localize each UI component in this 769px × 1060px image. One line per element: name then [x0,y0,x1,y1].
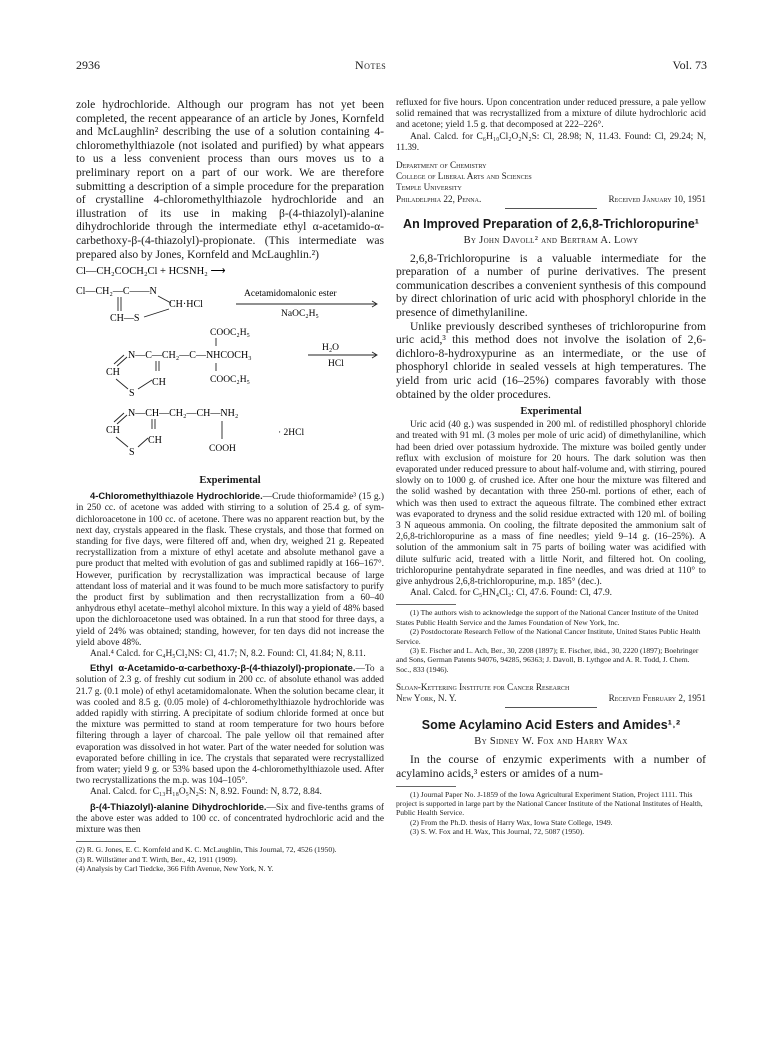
scheme-r2-bottom: CH—S [110,313,140,325]
article-authors-3: By Sidney W. Fox and Harry Wax [474,736,628,748]
procedure-3 [76,801,384,837]
footnote-rule [76,841,136,842]
footnote-rule [396,786,456,787]
footnote: (2) Postdoctorate Research Fellow of the National Cancer Institute, United States Public Health Service. [396,627,701,646]
scheme-r3-main: N—C—CH₂—C—NHCOCH₃ [128,350,252,362]
received-date: Received January 10, 1951 [608,193,706,204]
footnote: (3) R. Willstätter and T. Wirth, Ber., 42, 1911 (1909). [76,854,238,864]
procedure-1-text: —Crude thioformamide³ (15 g.) in 250 cc. of acetone was added with stirring to a solution of 25.4 g. of sym-dichloroacetone in 100 cc. of acetone. There was no apparent reaction but, by the next day, crystals appeared in the flask. These crystals, and those that formed on standing for five days, were filtered off and, when dry, weighed 21 g. Repeated recrystallization from a mixture of ethyl acetate and absolute methanol gave a pure product that melted with evolution of gas and sublimed rapidly at 166–167°. However, purification by recrystallization was impractical because of large attendant loss of material and it was found to be much more satisfactory to purify the product first by sublimation and then recrystallization from a 60–40 anhydrous ethyl acetate–methyl alcohol mixture. In this way a yield of 48% based upon the dichloroacetone used was obtained. In a run that stood for three days, a yield of 24% was obtained; standing, however, for ten days did not increase the yield above 48%. [76,492,384,648]
affiliation-line: Department of Chemistry [396,160,487,171]
reagent-1-top: Acetamidomalonic ester [244,289,337,300]
procedure-1-title: 4-Chloromethylthiazole Hydrochloride. [90,490,263,502]
article-2-experimental: Uric acid (40 g.) was suspended in 200 ml. of redistilled phosphoryl chloride and treated with 91 ml. (3 moles per mole of uric acid) of dimethylaniline, which had been dried over potassium hydroxide. The mixture was boiled gently under reflux with exclusion of moisture for 20 hours. The dark solution was then evaporated under reduced pressure to about half-volume and, with stirring, poured slowly on to 1000 g. of crushed ice. After one hour the mixture was filtered and the solid washed by decantation with three 250-ml. portions of ether, each of which was then used to extract the aqueous filtrate. The combined ether extract was evaporated to dryness and the solid residue extracted with 120 ml. of boiling 3 N aqueous ammonia. On cooling, the filtrate deposited the ammonium salt of 2,6,8-trichloropurine as a mass of fine needles; yield 9–14 g. (16–25%). A solution of the ammonium salt in 75 parts of boiling water was acidified with dilute sulfuric acid, treated with a little Norit, and filtered hot. On cooling, trichloropurine pentahydrate separated in fine needles, and was dried at 110° to give anhydrous 2,6,8-trichloropurine, m.p. 185° (dec.). [396,420,706,587]
affiliation-2 [396,682,706,703]
article-3-intro: In the course of enzymic experiments with a number of acylamino acids,³ esters or amides of a num- [396,753,706,781]
reaction-scheme [76,263,384,473]
scheme-r3-top: COOC₂H₅ [210,328,250,339]
scheme-line1: Cl—CH₂COCH₂Cl + HCSNH₂ ⟶ [76,266,226,278]
article-2-intro: 2,6,8-Trichloropurine is a valuable intermediate for the preparation of a number of purine derivatives. The present communication describes a convenient synthesis of this compound by direct chlorination of uric acid with phosphoryl chloride in the presence of dimethylaniline. [396,251,706,319]
footnote: (2) From the Ph.D. thesis of Harry Wax, Iowa State College, 1949. [410,817,613,827]
footnote-rule [396,604,456,605]
scheme-r2-left: Cl—CH₂—C——N [76,286,157,298]
scheme-r2-mid: CH·HCl [169,299,203,311]
section-divider [505,208,597,209]
procedure-2-text: —To a solution of 2.3 g. of freshly cut sodium in 200 cc. of absolute ethanol was added 21.7 g. (0.1 mole) of ethyl acetamidomalonate. When the solution became clear, it was cooled and 8.5 g. (0.05 mole) of 4-chloromethylthiazole hydrochloride was added rapidly with stirring. A precipitate of sodium chloride formed at once but the mixture was permitted to stand at room temperature for two hours before filtering through a layer of charcoal. The pale yellow oil that remained after evaporation was dissolved in hot water. Part of the water needed for solution was evaporated before chilling in ice. The crystals that separated were recrystallized from water; yield 9 g. or 53% based upon the 4-chloromethylthiazole used. After two recrystallizations the m.p. was 104–105°. [76,664,384,787]
analysis-2: Anal. Calcd. for C₁₃H₁₈O₅N₂S: N, 8.92. Found: N, 8.72, 8.84. [90,787,322,798]
footnote: (1) The authors wish to acknowledge the support of the National Cancer Institute of the United States Public Health Service and the James Foundation of New York, Inc. [396,608,699,627]
article-2-intro-b: Unlike previously described syntheses of trichloropurine from uric acid,³ this method does not involve the isolation of 2,6-dichloro-8-hydroxypurine as an intermediate, or the use of phosphoryl chloride in sealed vessels at high temperatures. The yield from uric acid (16–25%) compares favorably with those obtained by the older procedures. [396,319,706,401]
scheme-r4-s: S [129,447,135,459]
scheme-r3-bottom: COOC₂H₅ [210,375,250,386]
scheme-r4-cooh: COOH [209,444,236,455]
affiliation-line: Temple University [396,182,462,193]
scheme-r4-main: N—CH—CH₂—CH—NH₂ [128,408,239,420]
intro-paragraph: zole hydrochloride. Although our program has not yet been completed, the recent appearance of an article by Jones, Kornfeld and McLaughlin² describing the use of a solution containing 4-chloromethylthiazole (not isolated and purified) by what appears to us a less convenient process than ours moves us to a preliminary report on a part of our work. We are therefore submitting a description of a simple procedure for the preparation of crystalline 4-chloromethylthiazole hydrochloride and an illustration of its use in making β-(4-thiazolyl)-alanine dihydrochloride through the intermediate ethyl α-acetamido-α-carbethoxy-β-(4-thiazolyl)-propionate. (This intermediate was prepared also by Jones, Kornfeld and McLaughlin.²) [76,98,384,261]
article-title-3: Some Acylamino Acid Esters and Amides¹˒² [421,718,681,733]
reagent-2-bottom: HCl [328,359,344,370]
procedure-2-title: Ethyl α-Acetamido-α-carbethoxy-β-(4-thiazolyl)-propionate. [90,662,356,674]
affiliation-city: Philadelphia 22, Penna. [396,193,482,204]
footnote: (1) Journal Paper No. J-1859 of the Iowa Agricultural Experiment Station, Project 1111. This project is supported in large part by the National Cancer Institute of the National Institutes of Health, Public Health Service. [396,789,703,818]
scheme-r3-s: S [129,388,135,400]
reagent-1-bottom: NaOC₂H₅ [281,309,319,320]
article-2-analysis: Anal. Calcd. for C₅HN₄Cl₃: Cl, 47.6. Found: Cl, 47.9. [410,588,612,599]
experimental-heading-2: Experimental [520,406,582,418]
section-divider [505,707,597,708]
experimental-heading: Experimental [199,475,261,487]
scheme-r4-ch2: CH [148,435,162,447]
scheme-r4-salt: · 2HCl [278,428,305,439]
procedure-1 [76,490,384,649]
analysis-3: Anal. Calcd. for C₆H₁₀Cl₂O₂N₂S: Cl, 28.98; N, 11.43. Found: Cl, 29.24; N, 11.39. [396,131,706,153]
footnote: (3) E. Fischer and L. Ach, Ber., 30, 2208 (1897); E. Fischer, ibid., 30, 2220 (1897); Boehringer and Sons, German Patents 94076, 94285, 96363; J. Davoll, B. Lythgoe and A. R. Todd, J. Chem. Soc., 833 (1946). [396,646,699,674]
procedure-3-continued: refluxed for five hours. Upon concentration under reduced pressure, a pale yellow solid remained that was recrystallized from a mixture of dilute hydrochloric acid and acetone; yield 1.5 g. that decomposed at 222–226°. [396,98,706,131]
article-authors-2: By John Davoll² and Bertram A. Lowy [463,234,639,246]
running-head: Notes [355,58,387,72]
analysis-1: Anal.⁴ Calcd. for C₄H₅Cl₂NS: Cl, 41.7; N, 8.2. Found: Cl, 41.84; N, 8.11. [90,648,366,659]
affiliation-line: Sloan-Kettering Institute for Cancer Research [396,682,570,693]
reagent-2-top: H₂O [322,343,340,354]
received-date: Received February 2, 1951 [608,693,706,704]
procedure-3-text: —Six and five-tenths grams of the above ester was added to 100 cc. of concentrated hydrochloric acid and the mixture was then [76,802,384,836]
scheme-r3-ch: CH [106,367,120,379]
affiliation-1 [396,160,706,204]
article-title-2: An Improved Preparation of 2,6,8-Trichloropurine¹ [403,216,699,231]
footnote: (4) Analysis by Carl Tiedcke, 366 Fifth Avenue, New York, N. Y. [76,864,274,874]
right-column [396,98,706,837]
affiliation-line: College of Liberal Arts and Sciences [396,171,532,182]
footnote: (3) S. W. Fox and H. Wax, This Journal, 72, 5087 (1950). [410,827,585,837]
footnote: (2) R. G. Jones, E. C. Kornfeld and K. C. McLaughlin, This Journal, 72, 4526 (1950). [76,845,337,855]
procedure-2 [76,662,384,787]
procedure-3-title: β-(4-Thiazolyl)-alanine Dihydrochloride. [90,800,267,812]
affiliation-city: New York, N. Y. [396,693,457,704]
volume-label: Vol. 73 [672,58,707,72]
page-number: 2936 [76,58,100,72]
scheme-r3-ch2: CH [152,377,166,389]
left-column [76,98,384,873]
scheme-r4-ch: CH [106,425,120,437]
